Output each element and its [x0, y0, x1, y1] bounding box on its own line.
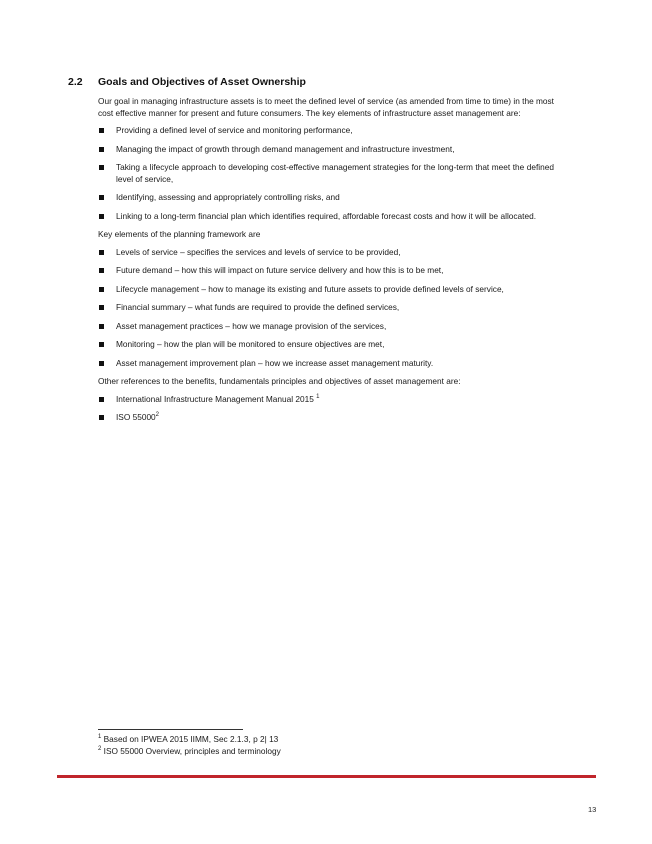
page-number: 13 — [588, 805, 597, 814]
footnote-text: ISO 55000 Overview, principles and terminology — [101, 746, 281, 756]
list-item-text: Monitoring – how the plan will be monitored to ensure objectives are met, — [116, 339, 385, 349]
footnotes — [98, 733, 281, 757]
section-title: Goals and Objectives of Asset Ownership — [98, 76, 306, 88]
list-item-text: Asset management practices – how we manage provision of the services, — [116, 320, 387, 331]
footer-rule — [57, 775, 596, 778]
bullet-square-icon — [99, 268, 104, 273]
footnote-divider — [98, 729, 243, 730]
list-item — [98, 412, 554, 424]
reference-text: International Infrastructure Management Manual 2015 — [116, 393, 317, 404]
list-item-text: Managing the impact of growth through demand management and infrastructure investment, — [116, 143, 455, 154]
list-item — [98, 339, 554, 351]
list-item-text: Financial summary – what funds are required to provide the defined services, — [116, 302, 400, 312]
section-number: 2.2 — [68, 76, 83, 88]
section-heading — [68, 76, 306, 88]
list-item-text: Identifying, assessing and appropriately controlling risks, and — [116, 192, 340, 202]
list-item-text: Asset management improvement plan – how we increase asset management maturity. — [116, 357, 434, 368]
intro-paragraph: Our goal in managing infrastructure assets is to meet the defined level of service (as amended from time to time) in the most cost effective manner for present and future consumers. The key elements of infrastructure asset management are: — [98, 96, 554, 118]
footnote — [98, 733, 281, 745]
list-item-text: Taking a lifecycle approach to developing cost-effective management strategies for the long-term that meet the defined level of service, — [116, 162, 554, 184]
planning-elements-list — [98, 247, 554, 370]
list-item — [98, 394, 554, 406]
bullet-square-icon — [99, 287, 104, 292]
bullet-square-icon — [99, 128, 104, 133]
bullet-square-icon — [99, 324, 104, 329]
list-item — [98, 144, 554, 156]
list-item — [98, 247, 554, 259]
key-elements-list — [98, 125, 554, 222]
list-item — [98, 358, 554, 370]
list-item — [98, 162, 554, 185]
planning-intro: Key elements of the planning framework are — [98, 229, 261, 239]
list-item-text: Levels of service – specifies the services and levels of service to be provided, — [116, 246, 401, 257]
bullet-square-icon — [99, 214, 104, 219]
footnote-ref[interactable]: 1 — [316, 393, 320, 400]
bullet-square-icon — [99, 195, 104, 200]
bullet-square-icon — [99, 342, 104, 347]
list-item — [98, 211, 554, 223]
list-item-text: Future demand – how this will impact on future service delivery and how this is to be met, — [116, 265, 444, 275]
footnote-text: Based on IPWEA 2015 IIMM, Sec 2.1.3, p 2| 13 — [101, 734, 279, 744]
bullet-square-icon — [99, 361, 104, 366]
list-item — [98, 321, 554, 333]
bullet-square-icon — [99, 415, 104, 420]
list-item — [98, 302, 554, 314]
references-list — [98, 394, 554, 424]
list-item-text: Lifecycle management – how to manage its existing and future assets to provide defined levels of service, — [116, 283, 504, 294]
footnote — [98, 745, 281, 757]
bullet-square-icon — [99, 165, 104, 170]
bullet-square-icon — [99, 147, 104, 152]
list-item — [98, 265, 554, 277]
references-intro: Other references to the benefits, fundamentals principles and objectives of asset management are: — [98, 376, 461, 386]
footnote-mark: 1 — [98, 734, 102, 741]
body-content — [98, 96, 554, 431]
list-item — [98, 284, 554, 296]
footnote-ref[interactable]: 2 — [155, 412, 160, 419]
bullet-square-icon — [99, 305, 104, 310]
bullet-square-icon — [99, 397, 104, 402]
list-item-text: Providing a defined level of service and monitoring performance, — [116, 125, 353, 135]
footnote-mark: 2 — [98, 746, 102, 753]
bullet-square-icon — [99, 250, 104, 255]
reference-text: ISO 55000 — [116, 412, 156, 422]
list-item-text: Linking to a long-term financial plan which identifies required, affordable forecast costs and how it will be allocated. — [116, 210, 536, 221]
list-item — [98, 125, 554, 137]
list-item — [98, 192, 554, 204]
